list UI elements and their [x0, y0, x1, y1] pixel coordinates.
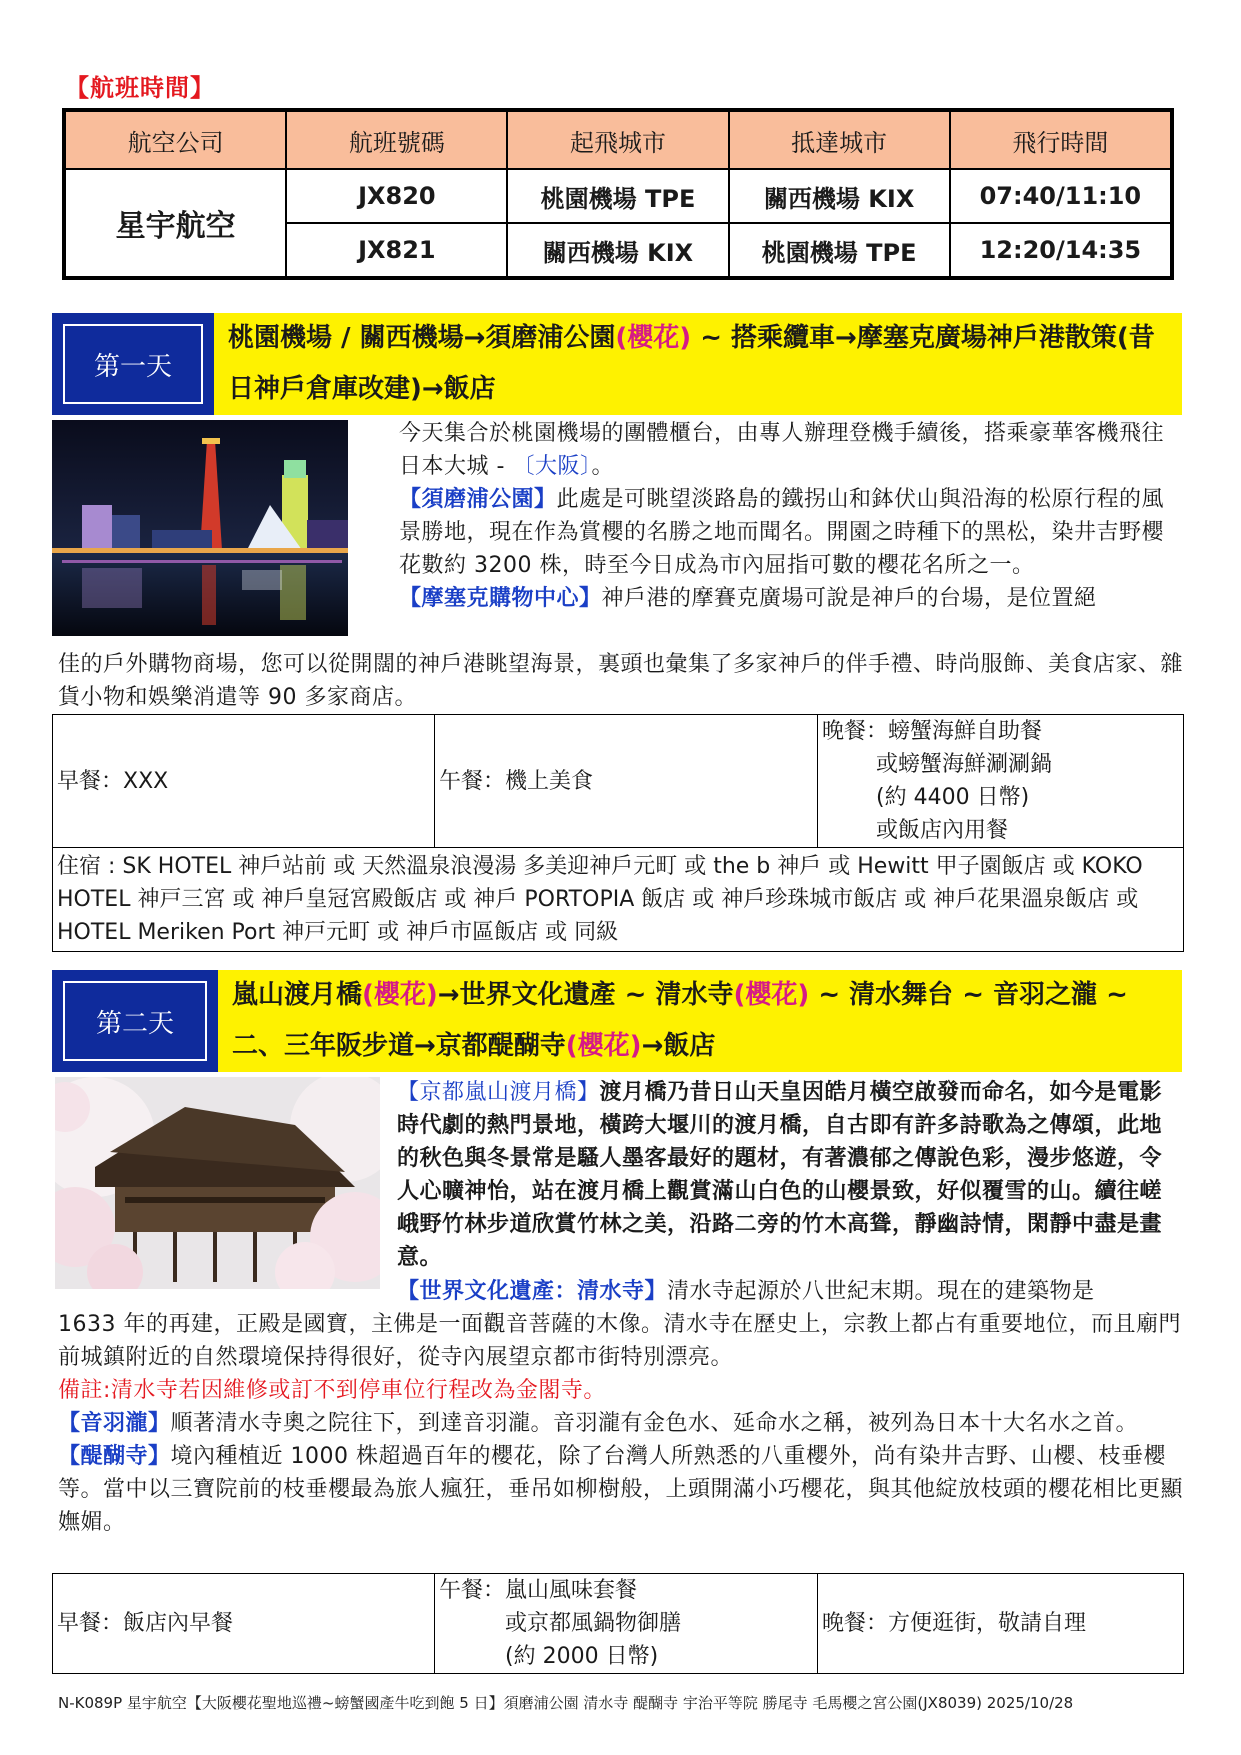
kiyomizu-heading: 【世界文化遺產：清水寺】 — [397, 1279, 668, 1304]
day2-dinner: 晚餐：方便逛街，敬請自理 — [818, 1574, 1184, 1674]
day1-title-sakura: (櫻花) — [615, 323, 692, 353]
day2-title-text: →飯店 — [641, 1031, 716, 1061]
daigoji-body: 境內種植近 1000 株超過百年的櫻花，除了台灣人所熟悉的八重櫻外，尚有染井吉野、山櫻、枝垂櫻等。當中以三寶院前的枝垂櫻最為旅人瘋狂，垂吊如柳樹般，上頭開滿小巧櫻花，與其他綻放枝頭的櫻花相比更顯嫵媚。 — [58, 1444, 1184, 1535]
day2-title-sakura: (櫻花) — [362, 980, 438, 1010]
day2-label-box — [52, 970, 218, 1072]
flight-no-cell: JX821 — [286, 223, 507, 278]
table-row — [53, 715, 1184, 848]
day2-label: 第二天 — [63, 981, 207, 1061]
otowa-heading: 【音羽瀧】 — [58, 1411, 171, 1436]
arashiyama-body: 渡月橋乃昔日山天皇因皓月橫空啟發而命名，如今是電影時代劇的熱門景地，橫跨大堰川的渡月橋，自古即有許多詩歌為之傳頌，此地的秋色與冬景常是騷人墨客最好的題材，有著濃郁之傳說色彩，漫步悠遊，令人心曠神怡，站在渡月橋上觀賞滿山白色的山櫻景致，好似覆雪的山。續往嵯峨野竹林步道欣賞竹林之美，沿路二旁的竹木高聳，靜幽詩情，閑靜中盡是畫意。 — [397, 1080, 1163, 1270]
day2-lunch-options — [505, 1574, 681, 1673]
kiyomizu-continued: 1633 年的再建，正殿是國寶，主佛是一面觀音菩薩的木像。清水寺在歷史上，宗教上都占有重要地位，而且廟門前城鎮附近的自然環境保持得很好，從寺內展望京都市街特別漂亮。 — [58, 1312, 1181, 1370]
arashiyama-heading: 【京都嵐山渡月橋】 — [397, 1080, 600, 1105]
table-row — [64, 169, 1172, 223]
page-footer: N-K089P 星宇航空【大阪櫻花聖地巡禮~螃蟹國產牛吃到飽 5 日】須磨浦公園 清水寺 醍醐寺 宇治平等院 勝尾寺 毛馬櫻之宮公園(JX8039) 2025/10/28 — [58, 1694, 1074, 1712]
flight-table-header — [64, 110, 1172, 169]
day1-breakfast: 早餐：XXX — [53, 715, 435, 848]
day1-dinner — [818, 715, 1184, 848]
kiyomizu-body: 清水寺起源於八世紀末期。現在的建築物是 — [667, 1279, 1095, 1304]
day2-lunch — [435, 1574, 818, 1674]
from-cell: 桃園機場 TPE — [507, 169, 728, 223]
day1-mosaic-continued: 佳的戶外購物商場，您可以從開闊的神戶港眺望海景，裏頭也彙集了多家神戶的伴手禮、時尚服飾、美食店家、雜貨小物和娛樂消遣等 90 多家商店。 — [58, 652, 1184, 710]
day1-lunch: 午餐：機上美食 — [435, 715, 818, 848]
day1-hotel: 住宿 : SK HOTEL 神戶站前 或 天然溫泉浪漫湯 多美迎神戶元町 或 the b 神戶 或 Hewitt 甲子園飯店 或 KOKO HOTEL 神戸三宮 或 神戶皇冠宮殿飯店 或 神戶 PORTOPIA 飯店 或 神戶珍珠城市飯店 或 神戶花果溫泉飯店 或 HOTEL Meriken Port 神戸元町 或 神戶市區飯店 或 同級 — [53, 848, 1184, 952]
lunch-option: 嵐山風味套餐 — [505, 1578, 638, 1603]
day1-intro: 今天集合於桃園機場的團體櫃台，由專人辦理登機手續後，搭乘豪華客機飛往日本大城 - — [399, 421, 1165, 479]
arashiyama-text — [397, 1076, 1181, 1274]
day1-label: 第一天 — [63, 324, 203, 404]
day1-intro-end: 。 — [591, 454, 614, 479]
time-cell: 12:20/14:35 — [950, 223, 1172, 278]
dinner-option: 或飯店內用餐 — [876, 818, 1009, 843]
mosaic-text: 神戶港的摩賽克廣場可說是神戶的台場，是位置絕 — [601, 586, 1097, 611]
time-cell: 07:40/11:10 — [950, 169, 1172, 223]
header-departure: 起飛城市 — [507, 110, 728, 169]
suma-text: 此處是可眺望淡路島的鐵拐山和鉢伏山與沿海的松原行程的風景勝地，現在作為賞櫻的名勝之地而聞名。開園之時種下的黑松，染井吉野櫻花數約 3200 株，時至今日成為市內屈指可數的櫻花名所之一。 — [399, 487, 1165, 578]
from-cell: 關西機場 KIX — [507, 223, 728, 278]
flight-no-cell: JX820 — [286, 169, 507, 223]
otowa-body: 順著清水寺奧之院往下，到達音羽瀧。音羽瀧有金色水、延命水之稱，被列為日本十大名水之首。 — [170, 1411, 1139, 1436]
day2-lunch-label: 午餐： — [439, 1578, 506, 1603]
flight-table — [62, 108, 1174, 280]
kiyomizu-photo — [55, 1077, 380, 1289]
lunch-option: (約 2000 日幣) — [505, 1644, 659, 1669]
table-row — [53, 848, 1184, 952]
kiyomizu-text — [397, 1275, 1181, 1308]
flight-section-title: 【航班時間】 — [65, 74, 215, 102]
day1-city: 〔大阪〕 — [512, 454, 592, 479]
day2-title-text: →世界文化遺產 ~ 清水寺 — [437, 980, 734, 1010]
day1-title-text: ~ 搭乘纜車→摩塞克廣場神戶港散策(昔日神戶倉庫改建)→飯店 — [228, 323, 1155, 404]
lunch-option: 或京都風鍋物御膳 — [505, 1611, 682, 1636]
day1-title-text: 桃園機場 / 關西機場→須磨浦公園 — [228, 323, 616, 353]
day2-details — [58, 1308, 1183, 1539]
otowa-paragraph — [58, 1407, 1183, 1440]
to-cell: 關西機場 KIX — [729, 169, 950, 223]
daigoji-heading: 【醍醐寺】 — [58, 1444, 171, 1469]
day1-dinner-options — [876, 719, 1053, 847]
suma-heading: 【須磨浦公園】 — [399, 487, 557, 512]
airline-cell: 星宇航空 — [64, 169, 286, 278]
day2-title-sakura: (櫻花) — [733, 980, 810, 1010]
table-row — [53, 1574, 1184, 1674]
mosaic-heading: 【摩塞克購物中心】 — [399, 586, 602, 611]
day2-title-sakura: (櫻花) — [565, 1031, 642, 1061]
dinner-option: (約 4400 日幣) — [876, 785, 1030, 810]
header-time: 飛行時間 — [950, 110, 1172, 169]
kobe-port-photo — [52, 420, 348, 636]
header-arrival: 抵達城市 — [729, 110, 950, 169]
kiyomizu-note: 備註:清水寺若因維修或訂不到停車位行程改為金閣寺。 — [58, 1378, 606, 1403]
day1-title — [214, 313, 1182, 415]
dinner-option: 螃蟹海鮮自助餐 — [888, 719, 1043, 744]
header-airline: 航空公司 — [64, 110, 286, 169]
day2-title — [218, 970, 1182, 1072]
header-flight-no: 航班號碼 — [286, 110, 507, 169]
day1-meal-table — [52, 714, 1184, 952]
day2-meal-table — [52, 1573, 1184, 1674]
day2-breakfast: 早餐：飯店內早餐 — [53, 1574, 435, 1674]
day2-title-text: ~ 清水舞台 ~ 音羽之瀧 ~ 二、三年阪步道→京都醍醐寺 — [232, 980, 1128, 1061]
day1-intro-text — [399, 417, 1177, 615]
day1-label-box — [52, 313, 214, 415]
day2-title-text: 嵐山渡月橋 — [232, 980, 363, 1010]
daigoji-paragraph — [58, 1440, 1183, 1539]
day1-dinner-label: 晚餐： — [822, 719, 889, 744]
dinner-option: 或螃蟹海鮮涮涮鍋 — [876, 752, 1053, 777]
to-cell: 桃園機場 TPE — [729, 223, 950, 278]
